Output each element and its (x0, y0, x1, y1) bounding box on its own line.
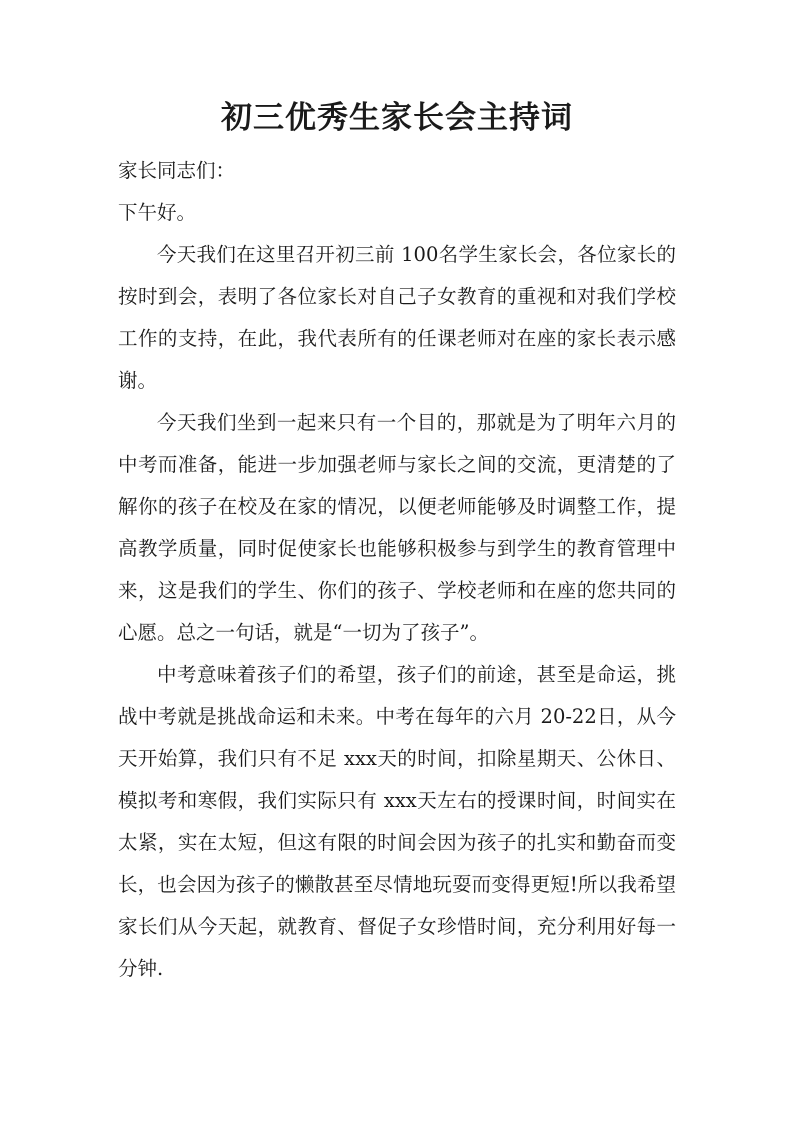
greeting: 下午好。 (118, 201, 197, 224)
paragraph-exam: 中考意味着孩子们的希望，孩子们的前途，甚至是命运，挑战中考就是挑战命运和未来。中考在每年的六月 20-22日，从今天开始算，我们只有不足 xxx天的时间，扣除星期天、公休日、模拟考和寒假，我们实际只有 xxx天左右的授课时间，时间实在太紧，实在太短，但这有限的时间会因为孩子的扎实和勤奋而变长，也会因为孩子的懒散甚至尽情地玩耍而变得更短!所以我希望家长们从今天起，就教育、督促子女珍惜时间，充分利用好每一分钟. (118, 663, 676, 980)
paragraph-opening: 今天我们在这里召开初三前 100名学生家长会，各位家长的按时到会，表明了各位家长对自己子女教育的重视和对我们学校工作的支持，在此，我代表所有的任课老师对在座的家长表示感谢。 (118, 243, 676, 392)
document-title: 初三优秀生家长会主持词 (221, 100, 573, 136)
paragraph-purpose: 今天我们坐到一起来只有一个目的，那就是为了明年六月的中考而准备，能进一步加强老师与家长之间的交流，更清楚的了解你的孩子在校及在家的情况，以便老师能够及时调整工作，提高教学质量，同时促使家长也能够积极参与到学生的教育管理中来，这是我们的学生、你们的孩子、学校老师和在座的您共同的心愿。总之一句话，就是“一切为了孩子”。 (118, 411, 676, 644)
salutation: 家长同志们： (118, 159, 236, 182)
document-body (118, 150, 676, 990)
